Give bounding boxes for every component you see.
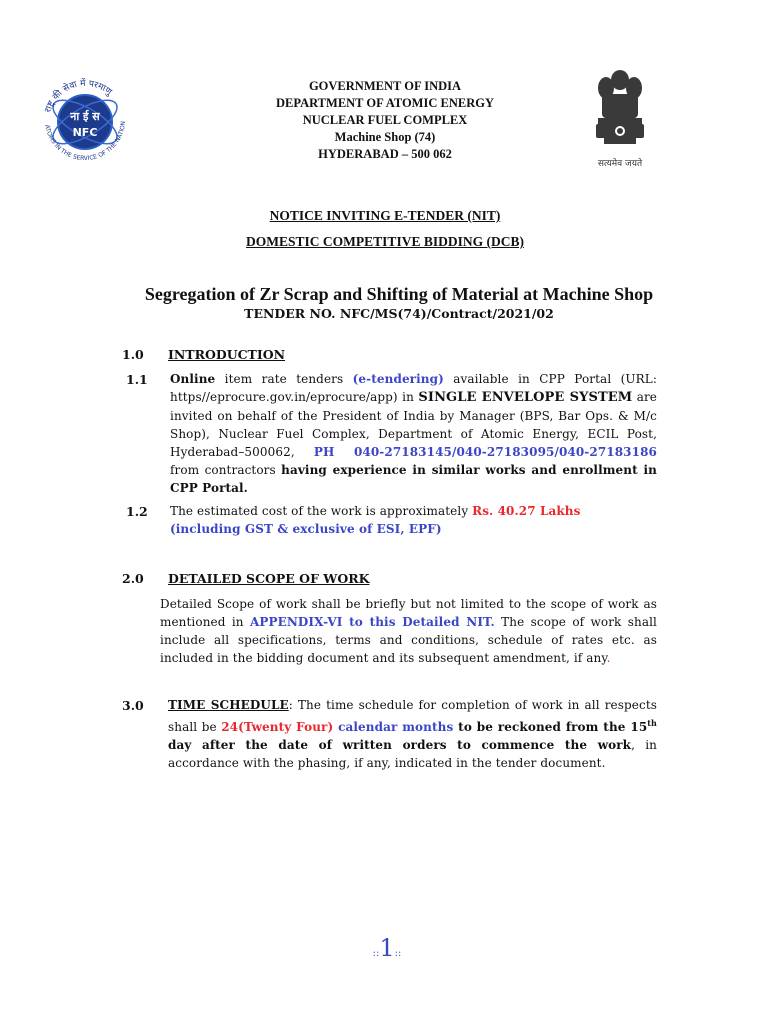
section-2-number: 2.0 bbox=[122, 571, 144, 586]
org-line-5: HYDERABAD – 500 062 bbox=[318, 147, 452, 161]
org-line-1: GOVERNMENT OF INDIA bbox=[308, 79, 462, 93]
section-1-1-number: 1.1 bbox=[126, 372, 148, 387]
section-1-2-number: 1.2 bbox=[126, 504, 148, 519]
tender-number: TENDER NO. NFC/MS(74)/Contract/2021/02 bbox=[244, 306, 554, 321]
section-1-1-paragraph: Online item rate tenders (e-tendering) available in CPP Portal (URL: https//eprocure.gov.in/eprocure/app) in SINGLE ENVELOPE SYSTEM are invited on behalf of the President of India by Manager (BPS, Bar Ops. & M/c Shop), Nuclear Fuel Complex, Department of Atomic Energy, ECIL Post, Hyderabad–500062, PH 040-27183145/040-27183095/040-27183186 from contractors having experience in similar works and enrollment in CPP Portal. bbox=[170, 372, 657, 495]
section-3-number: 3.0 bbox=[122, 698, 144, 713]
org-line-3: NUCLEAR FUEL COMPLEX bbox=[302, 113, 468, 127]
dcb-title: DOMESTIC COMPETITIVE BIDDING (DCB) bbox=[246, 234, 524, 249]
org-line-2: DEPARTMENT OF ATOMIC ENERGY bbox=[276, 96, 494, 110]
section-1-heading: INTRODUCTION bbox=[168, 347, 286, 362]
nit-title: NOTICE INVITING E-TENDER (NIT) bbox=[269, 208, 501, 223]
lion-capital-icon bbox=[594, 64, 646, 150]
section-1-number: 1.0 bbox=[122, 347, 144, 362]
nfc-logo bbox=[35, 70, 135, 170]
section-1-2-paragraph: The estimated cost of the work is approximately Rs. 40.27 Lakhs (including GST & exclusive of ESI, EPF) bbox=[170, 504, 581, 536]
organization-header bbox=[235, 78, 535, 163]
section-2-heading: DETAILED SCOPE OF WORK bbox=[168, 571, 370, 586]
page-number: ::1:: bbox=[372, 934, 402, 962]
section-2-paragraph: Detailed Scope of work shall be briefly but not limited to the scope of work as mentioned in APPENDIX-VI to this Detailed NIT. The scope of work shall include all specifications, terms and conditions, schedule of rates etc. as included in the bidding document and its subsequent amendment, if any. bbox=[160, 597, 657, 665]
nfc-logo-hindi: ना ई स bbox=[70, 110, 100, 123]
nfc-logo-abbr: NFC bbox=[72, 126, 98, 139]
org-line-4: Machine Shop (74) bbox=[334, 130, 436, 144]
emblem-motto: सत्यमेव जयते bbox=[597, 159, 643, 169]
national-emblem bbox=[580, 64, 660, 172]
nfc-logo-bottom-text: ATOMS IN THE SERVICE OF THE NATION bbox=[43, 120, 128, 163]
section-3-paragraph: TIME SCHEDULE: The time schedule for completion of work in all respects shall be 24(Twenty Four) calendar months to be reckoned from the 15th day after the date of written orders to commence the work, in accordance with the phasing, if any, indicated in the tender document. bbox=[168, 698, 657, 770]
nfc-logo-top-text: राष्ट्र की सेवा में परमाणु bbox=[43, 78, 114, 115]
work-title: Segregation of Zr Scrap and Shifting of Material at Machine Shop bbox=[144, 284, 654, 304]
